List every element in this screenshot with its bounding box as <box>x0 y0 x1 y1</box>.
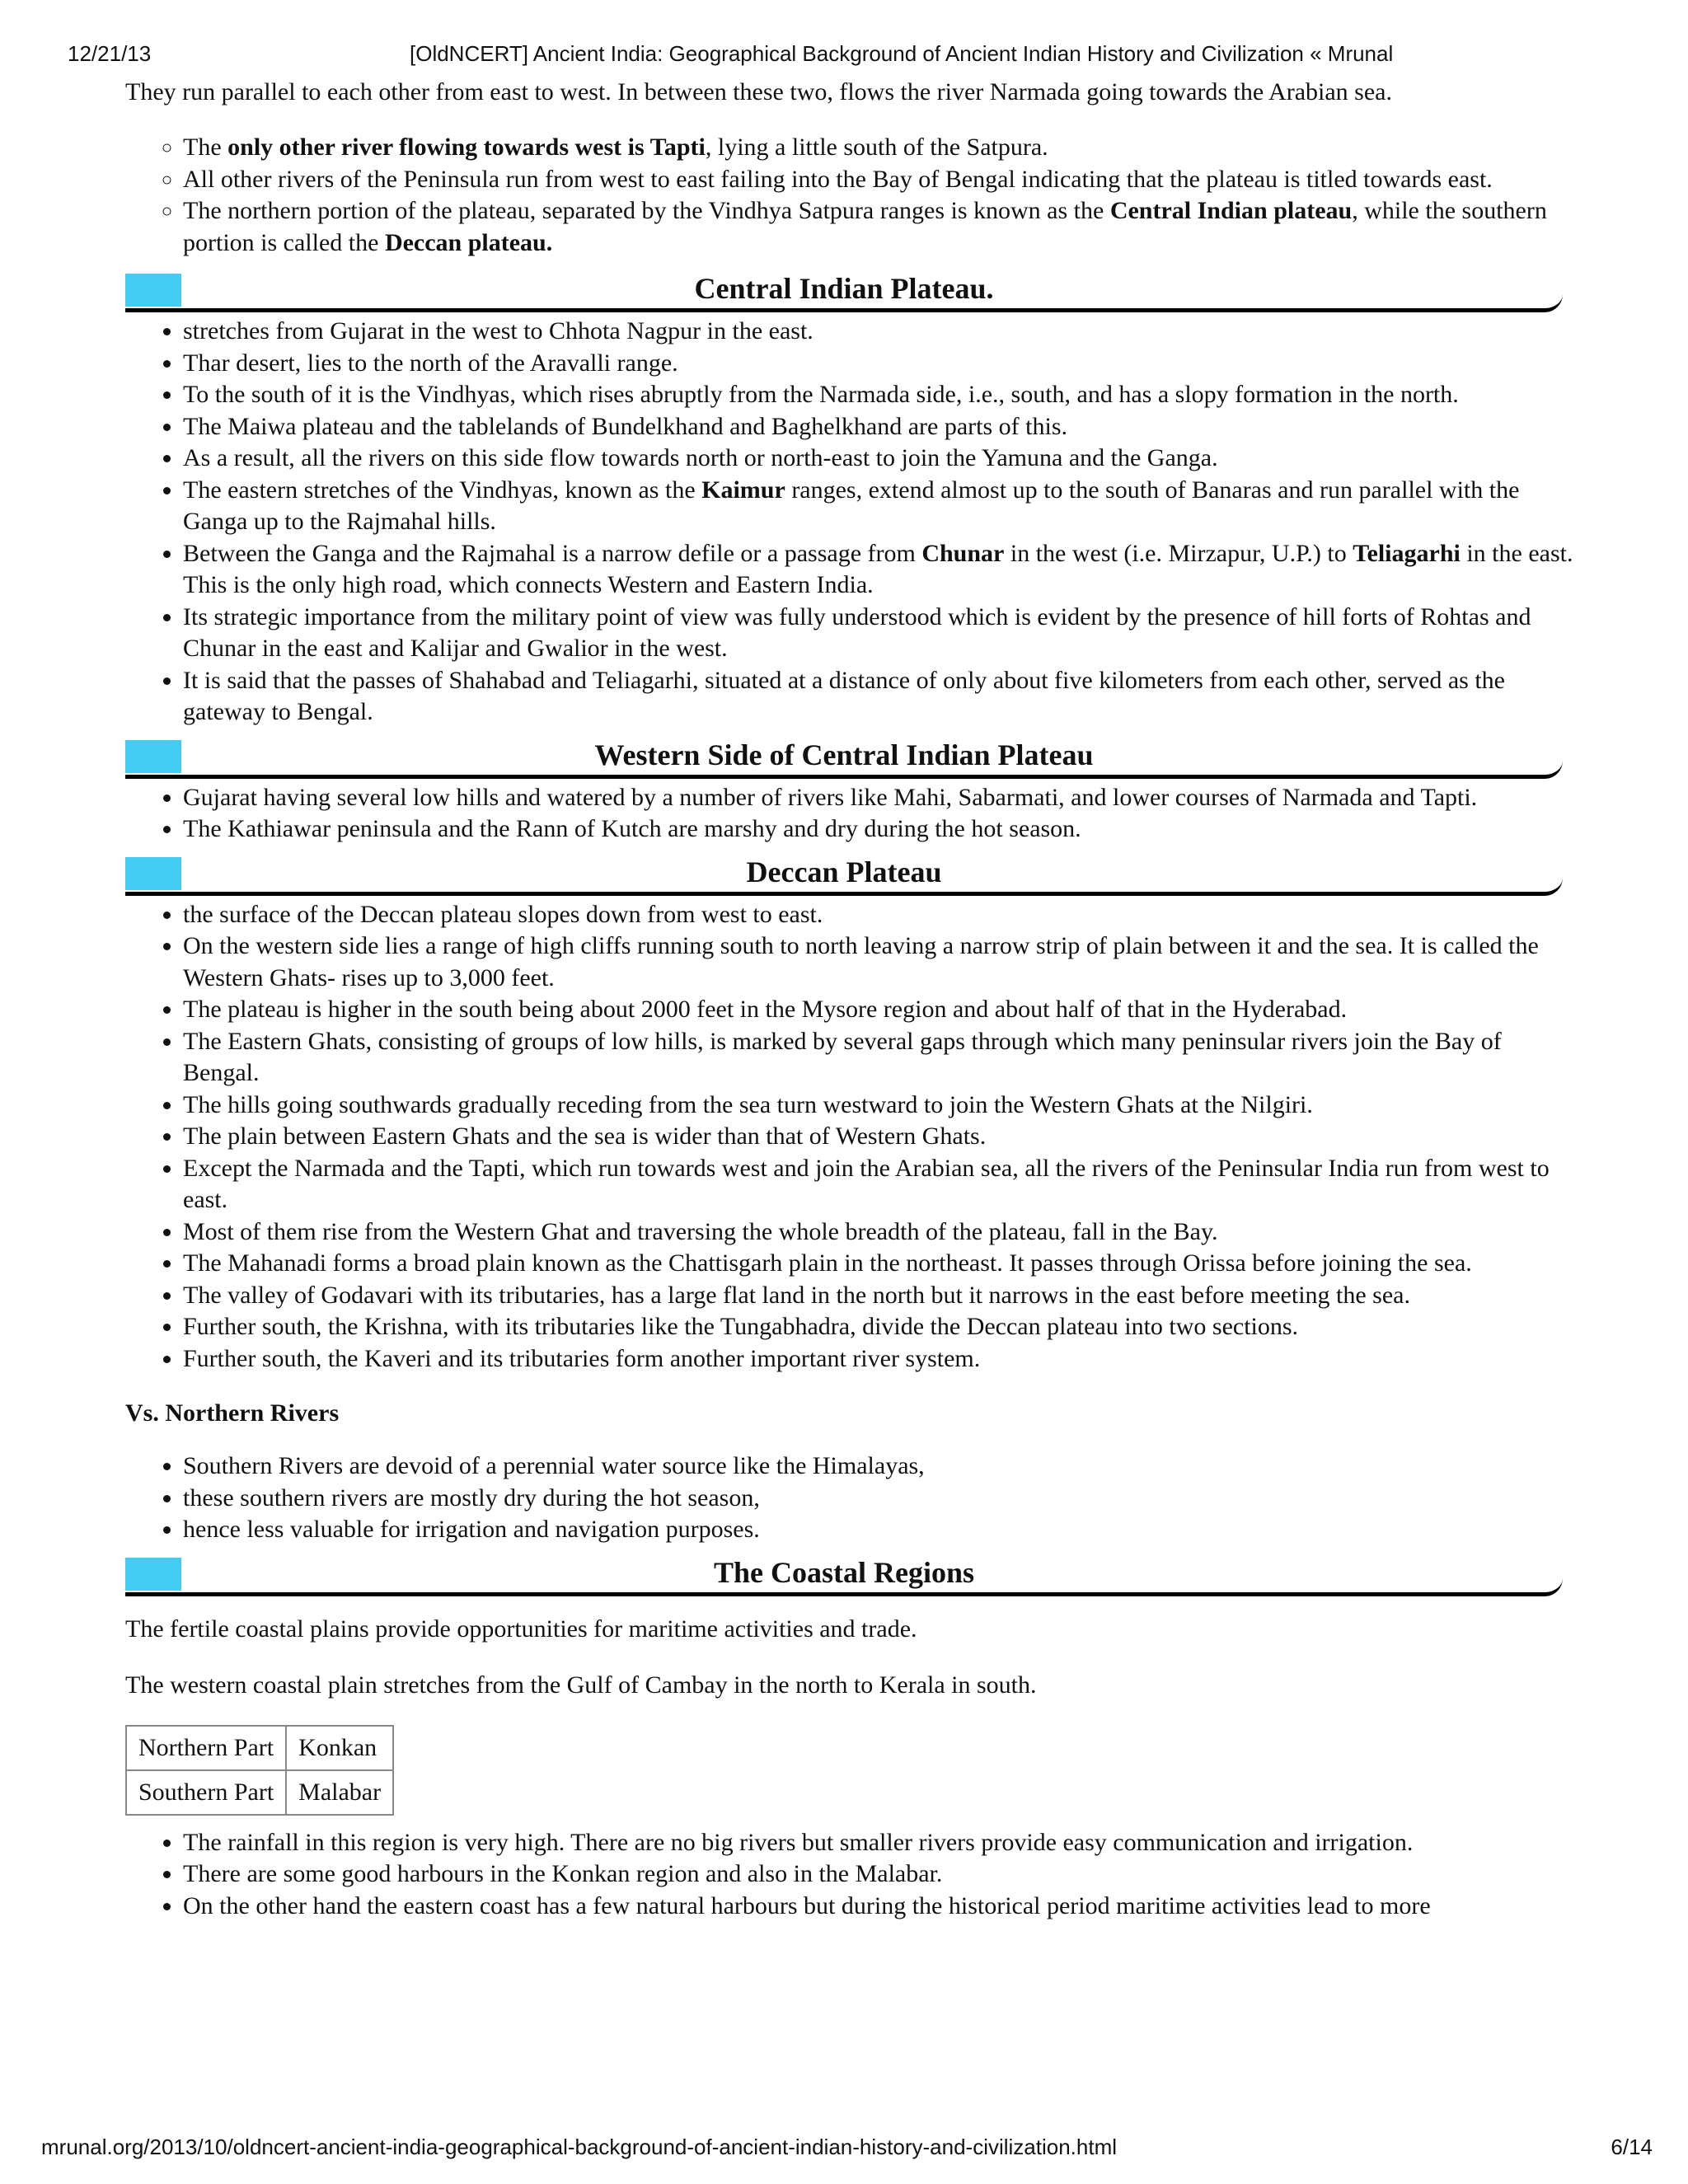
list-item <box>183 195 1576 259</box>
list-item: • There are some good harbours in the Konkan region and also in the Malabar. <box>183 1858 1576 1891</box>
coastal-parts-table <box>125 1725 394 1816</box>
table-cell: Northern Part <box>126 1726 286 1770</box>
table-cell: Malabar <box>286 1770 393 1815</box>
list-item: • On the western side lies a range of high cliffs running south to north leaving a narrow strip of plain between it and the sea. It is called the Western Ghats- rises up to 3,000 feet. <box>183 930 1576 994</box>
text: The <box>183 134 228 161</box>
text: Between the Ganga and the Rajmahal is a narrow defile or a passage from <box>183 539 922 567</box>
text: in the east. This is the only high road, which connects Western and Eastern India. <box>183 539 1573 598</box>
section-heading-central <box>125 265 1563 312</box>
list-item: • The Kathiawar peninsula and the Rann of Kutch are marshy and dry during the hot season. <box>183 813 1576 846</box>
list-item: • Gujarat having several low hills and watered by a number of rivers like Mahi, Sabarmati, and lower courses of Narmada and Tapti. <box>183 782 1576 814</box>
coastal-paragraph: The fertile coastal plains provide opportunities for maritime activities and trade. <box>125 1615 917 1643</box>
list-item: • The hills going southwards gradually receding from the sea turn westward to join the Western Ghats at the Nilgiri. <box>183 1090 1576 1122</box>
intro-list <box>125 132 1576 259</box>
section-heading-western <box>125 732 1563 779</box>
page-footer <box>41 2135 1653 2168</box>
intro-paragraph: They run parallel to each other from east to west. In between these two, flows the river Narmada going towards the Arabian sea. <box>125 78 1392 105</box>
list-item: • stretches from Gujarat in the west to Chhota Nagpur in the east. <box>183 316 1576 348</box>
text: The northern portion of the plateau, separated by the Vindhya Satpura ranges is known as the <box>183 197 1110 224</box>
list-item: • The plain between Eastern Ghats and the sea is wider than that of Western Ghats. <box>183 1121 1576 1153</box>
list-item: • On the other hand the eastern coast has a few natural harbours but during the historical period maritime activities lead to more <box>183 1891 1576 1923</box>
page-number: 6/14 <box>1611 2135 1653 2159</box>
bold-text: Kaimur <box>701 476 785 504</box>
subheading-northern-rivers: Vs. Northern Rivers <box>125 1399 340 1427</box>
section-title: Deccan Plateau <box>746 855 942 888</box>
table-row <box>126 1770 393 1815</box>
list-item: • Further south, the Krishna, with its tributaries like the Tungabhadra, divide the Deccan plateau into two sections. <box>183 1311 1576 1343</box>
text: in the west (i.e. Mirzapur, U.P.) to <box>1004 539 1353 567</box>
northern-rivers-list <box>125 1451 1576 1546</box>
list-item: • Most of them rise from the Western Ghat and traversing the whole breadth of the plateau, fall in the Bay. <box>183 1216 1576 1249</box>
list-item: • Further south, the Kaveri and its tributaries form another important river system. <box>183 1343 1576 1376</box>
text: , while the southern portion is called the <box>183 197 1547 256</box>
list-item: • The Eastern Ghats, consisting of groups of low hills, is marked by several gaps through which many peninsular rivers join the Bay of Bengal. <box>183 1026 1576 1090</box>
list-item: • Except the Narmada and the Tapti, which run towards west and join the Arabian sea, all the rivers of the Peninsular India run from west to east. <box>183 1153 1576 1216</box>
list-item: • It is said that the passes of Shahabad and Teliagarhi, situated at a distance of only about five kilometers from each other, served as the gateway to Bengal. <box>183 665 1576 729</box>
section-title: Central Indian Plateau. <box>694 272 994 305</box>
page-header <box>68 41 1634 74</box>
list-item: • these southern rivers are mostly dry during the hot season, <box>183 1483 1576 1515</box>
list-item: • Its strategic importance from the military point of view was fully understood which is evident by the presence of hill forts of Rohtas and Chunar in the east and Kalijar and Gwalior in the west. <box>183 602 1576 665</box>
print-date: 12/21/13 <box>68 41 152 66</box>
table-cell: Konkan <box>286 1726 393 1770</box>
bold-text: Chunar <box>921 539 1005 567</box>
list-item: • The plateau is higher in the south being about 2000 feet in the Mysore region and about half of that in the Hyderabad. <box>183 994 1576 1026</box>
deccan-plateau-list <box>125 899 1576 1376</box>
list-item <box>183 475 1576 538</box>
list-item: • Southern Rivers are devoid of a perennial water source like the Himalayas, <box>183 1451 1576 1483</box>
bold-text: Teliagarhi <box>1353 539 1461 567</box>
coastal-list <box>125 1827 1576 1923</box>
list-item <box>183 538 1576 602</box>
list-item: • Thar desert, lies to the north of the Aravalli range. <box>183 348 1576 380</box>
list-item: • The rainfall in this region is very high. There are no big rivers but smaller rivers provide easy communication and irrigation. <box>183 1827 1576 1859</box>
table-cell: Southern Part <box>126 1770 286 1815</box>
central-plateau-list <box>125 316 1576 729</box>
list-item: • hence less valuable for irrigation and navigation purposes. <box>183 1514 1576 1546</box>
list-item: • the surface of the Deccan plateau slopes down from west to east. <box>183 899 1576 931</box>
list-item: ◦ All other rivers of the Peninsula run from west to east failing into the Bay of Bengal indicating that the plateau is titled towards east. <box>183 164 1576 196</box>
list-item <box>183 132 1576 164</box>
section-title: The Coastal Regions <box>713 1555 975 1589</box>
list-item: • The Maiwa plateau and the tablelands of Bundelkhand and Baghelkhand are parts of this. <box>183 411 1576 443</box>
page-url: mrunal.org/2013/10/oldncert-ancient-india-geographical-background-of-ancient-indian-history-and-civilization.html <box>41 2135 1118 2159</box>
list-item: • The Mahanadi forms a broad plain known as the Chattisgarh plain in the northeast. It passes through Orissa before joining the sea. <box>183 1248 1576 1280</box>
bold-text: only other river flowing towards west is Tapti <box>227 134 706 161</box>
list-item: • The valley of Godavari with its tributaries, has a large flat land in the north but it narrows in the east before meeting the sea. <box>183 1280 1576 1312</box>
section-heading-coastal <box>125 1549 1563 1596</box>
text: ranges, extend almost up to the south of Banaras and run parallel with the Ganga up to the Rajmahal hills. <box>183 476 1520 535</box>
table-row <box>126 1726 393 1770</box>
bold-text: Central Indian plateau <box>1109 197 1353 224</box>
bold-text: Deccan plateau. <box>384 228 553 256</box>
document-title: [OldNCERT] Ancient India: Geographical Background of Ancient Indian History and Civilization « Mrunal <box>410 41 1394 66</box>
western-side-list <box>125 782 1576 846</box>
article-content <box>125 76 1576 1925</box>
text: , lying a little south of the Satpura. <box>705 134 1048 161</box>
list-item: • To the south of it is the Vindhyas, which rises abruptly from the Narmada side, i.e., south, and has a slopy formation in the north. <box>183 379 1576 411</box>
list-item: • As a result, all the rivers on this side flow towards north or north-east to join the Yamuna and the Ganga. <box>183 443 1576 475</box>
text: The eastern stretches of the Vindhyas, known as the <box>183 476 702 504</box>
coastal-paragraph: The western coastal plain stretches from the Gulf of Cambay in the north to Kerala in south. <box>125 1671 1037 1699</box>
section-title: Western Side of Central Indian Plateau <box>594 738 1094 771</box>
section-heading-deccan <box>125 849 1563 896</box>
